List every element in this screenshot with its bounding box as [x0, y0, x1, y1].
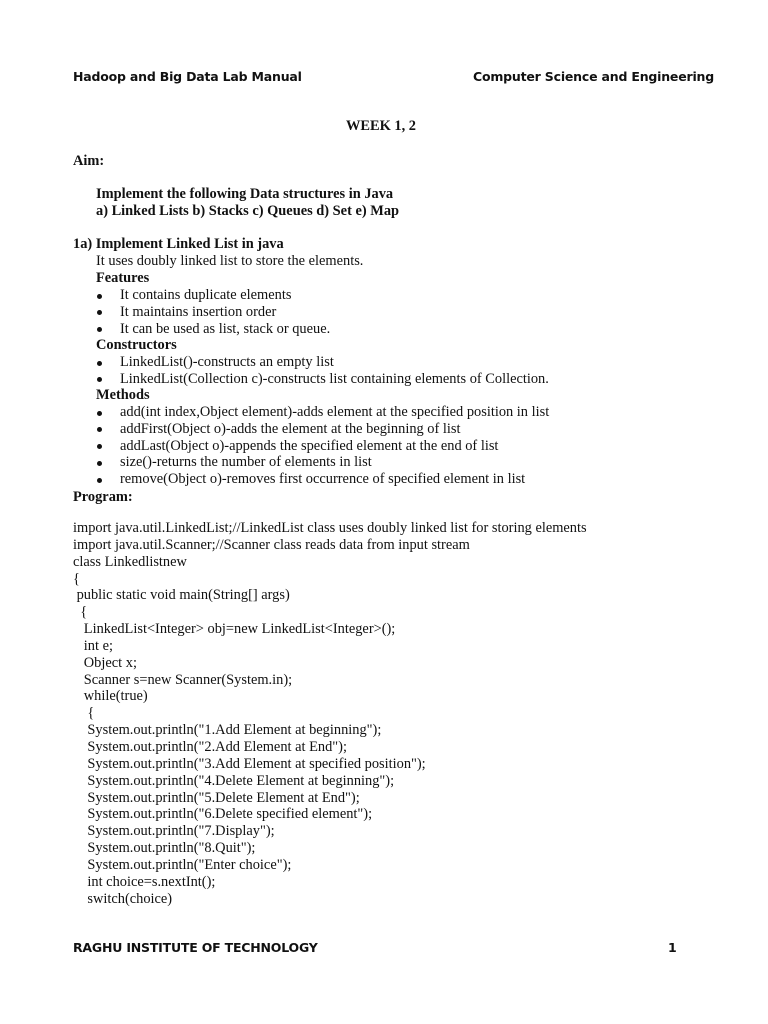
- list-item: It maintains insertion order: [96, 304, 330, 321]
- code-line: System.out.println("5.Delete Element at End");: [73, 789, 360, 806]
- aim-line-1: Implement the following Data structures in Java: [96, 186, 394, 202]
- code-listing: [73, 520, 587, 907]
- code-line: System.out.println("6.Delete specified element");: [73, 806, 373, 823]
- section-heading: 1a) Implement Linked List in java: [73, 236, 284, 252]
- code-line: import java.util.Scanner;//Scanner class reads data from input stream: [73, 536, 470, 553]
- code-line: while(true): [73, 688, 148, 705]
- features-label: Features: [96, 270, 150, 286]
- list-item: remove(Object o)-removes first occurrence of specified element in list: [96, 471, 549, 488]
- code-line: {: [73, 570, 80, 587]
- list-item: LinkedList()-constructs an empty list: [96, 354, 549, 371]
- code-line: System.out.println("2.Add Element at End");: [73, 738, 347, 755]
- code-line: System.out.println("8.Quit");: [73, 840, 256, 857]
- code-line: System.out.println("4.Delete Element at beginning");: [73, 772, 395, 789]
- section-intro: It uses doubly linked list to store the elements.: [96, 253, 364, 269]
- header-left-title: Hadoop and Big Data Lab Manual: [73, 69, 302, 84]
- constructors-label: Constructors: [96, 337, 177, 353]
- footer-institute: RAGHU INSTITUTE OF TECHNOLOGY: [73, 940, 318, 955]
- code-line: Object x;: [73, 654, 137, 671]
- code-line: {: [73, 604, 88, 621]
- list-item: addFirst(Object o)-adds the element at the beginning of list: [96, 421, 549, 438]
- code-line: Scanner s=new Scanner(System.in);: [73, 671, 293, 688]
- code-line: LinkedList<Integer> obj=new LinkedList<Integer>();: [73, 621, 396, 638]
- aim-line-2: a) Linked Lists b) Stacks c) Queues d) Set e) Map: [96, 203, 400, 219]
- week-title: WEEK 1, 2: [346, 118, 416, 134]
- constructors-list: [96, 354, 549, 388]
- code-line: int choice=s.nextInt();: [73, 873, 216, 890]
- list-item: size()-returns the number of elements in list: [96, 454, 549, 471]
- methods-label: Methods: [96, 387, 150, 403]
- code-line: System.out.println("3.Add Element at specified position");: [73, 755, 426, 772]
- footer-page-number: 1: [668, 940, 677, 955]
- code-line: int e;: [73, 637, 113, 654]
- code-line: {: [73, 705, 95, 722]
- aim-label: Aim:: [73, 153, 105, 169]
- code-line: System.out.println("7.Display");: [73, 823, 275, 840]
- code-line: System.out.println("Enter choice");: [73, 856, 292, 873]
- code-line: class Linkedlistnew: [73, 553, 187, 570]
- code-line: switch(choice): [73, 890, 173, 907]
- list-item: It contains duplicate elements: [96, 287, 330, 304]
- methods-list: [96, 404, 549, 488]
- list-item: LinkedList(Collection c)-constructs list containing elements of Collection.: [96, 371, 549, 388]
- code-line: public static void main(String[] args): [73, 587, 290, 604]
- code-line: import java.util.LinkedList;//LinkedList class uses doubly linked list for storing elements: [73, 520, 587, 536]
- features-list: [96, 287, 330, 337]
- header-right-title: Computer Science and Engineering: [473, 69, 714, 84]
- code-line: System.out.println("1.Add Element at beginning");: [73, 722, 382, 739]
- list-item: add(int index,Object element)-adds element at the specified position in list: [96, 404, 549, 421]
- list-item: addLast(Object o)-appends the specified element at the end of list: [96, 438, 549, 455]
- list-item: It can be used as list, stack or queue.: [96, 321, 330, 338]
- program-label: Program:: [73, 489, 133, 505]
